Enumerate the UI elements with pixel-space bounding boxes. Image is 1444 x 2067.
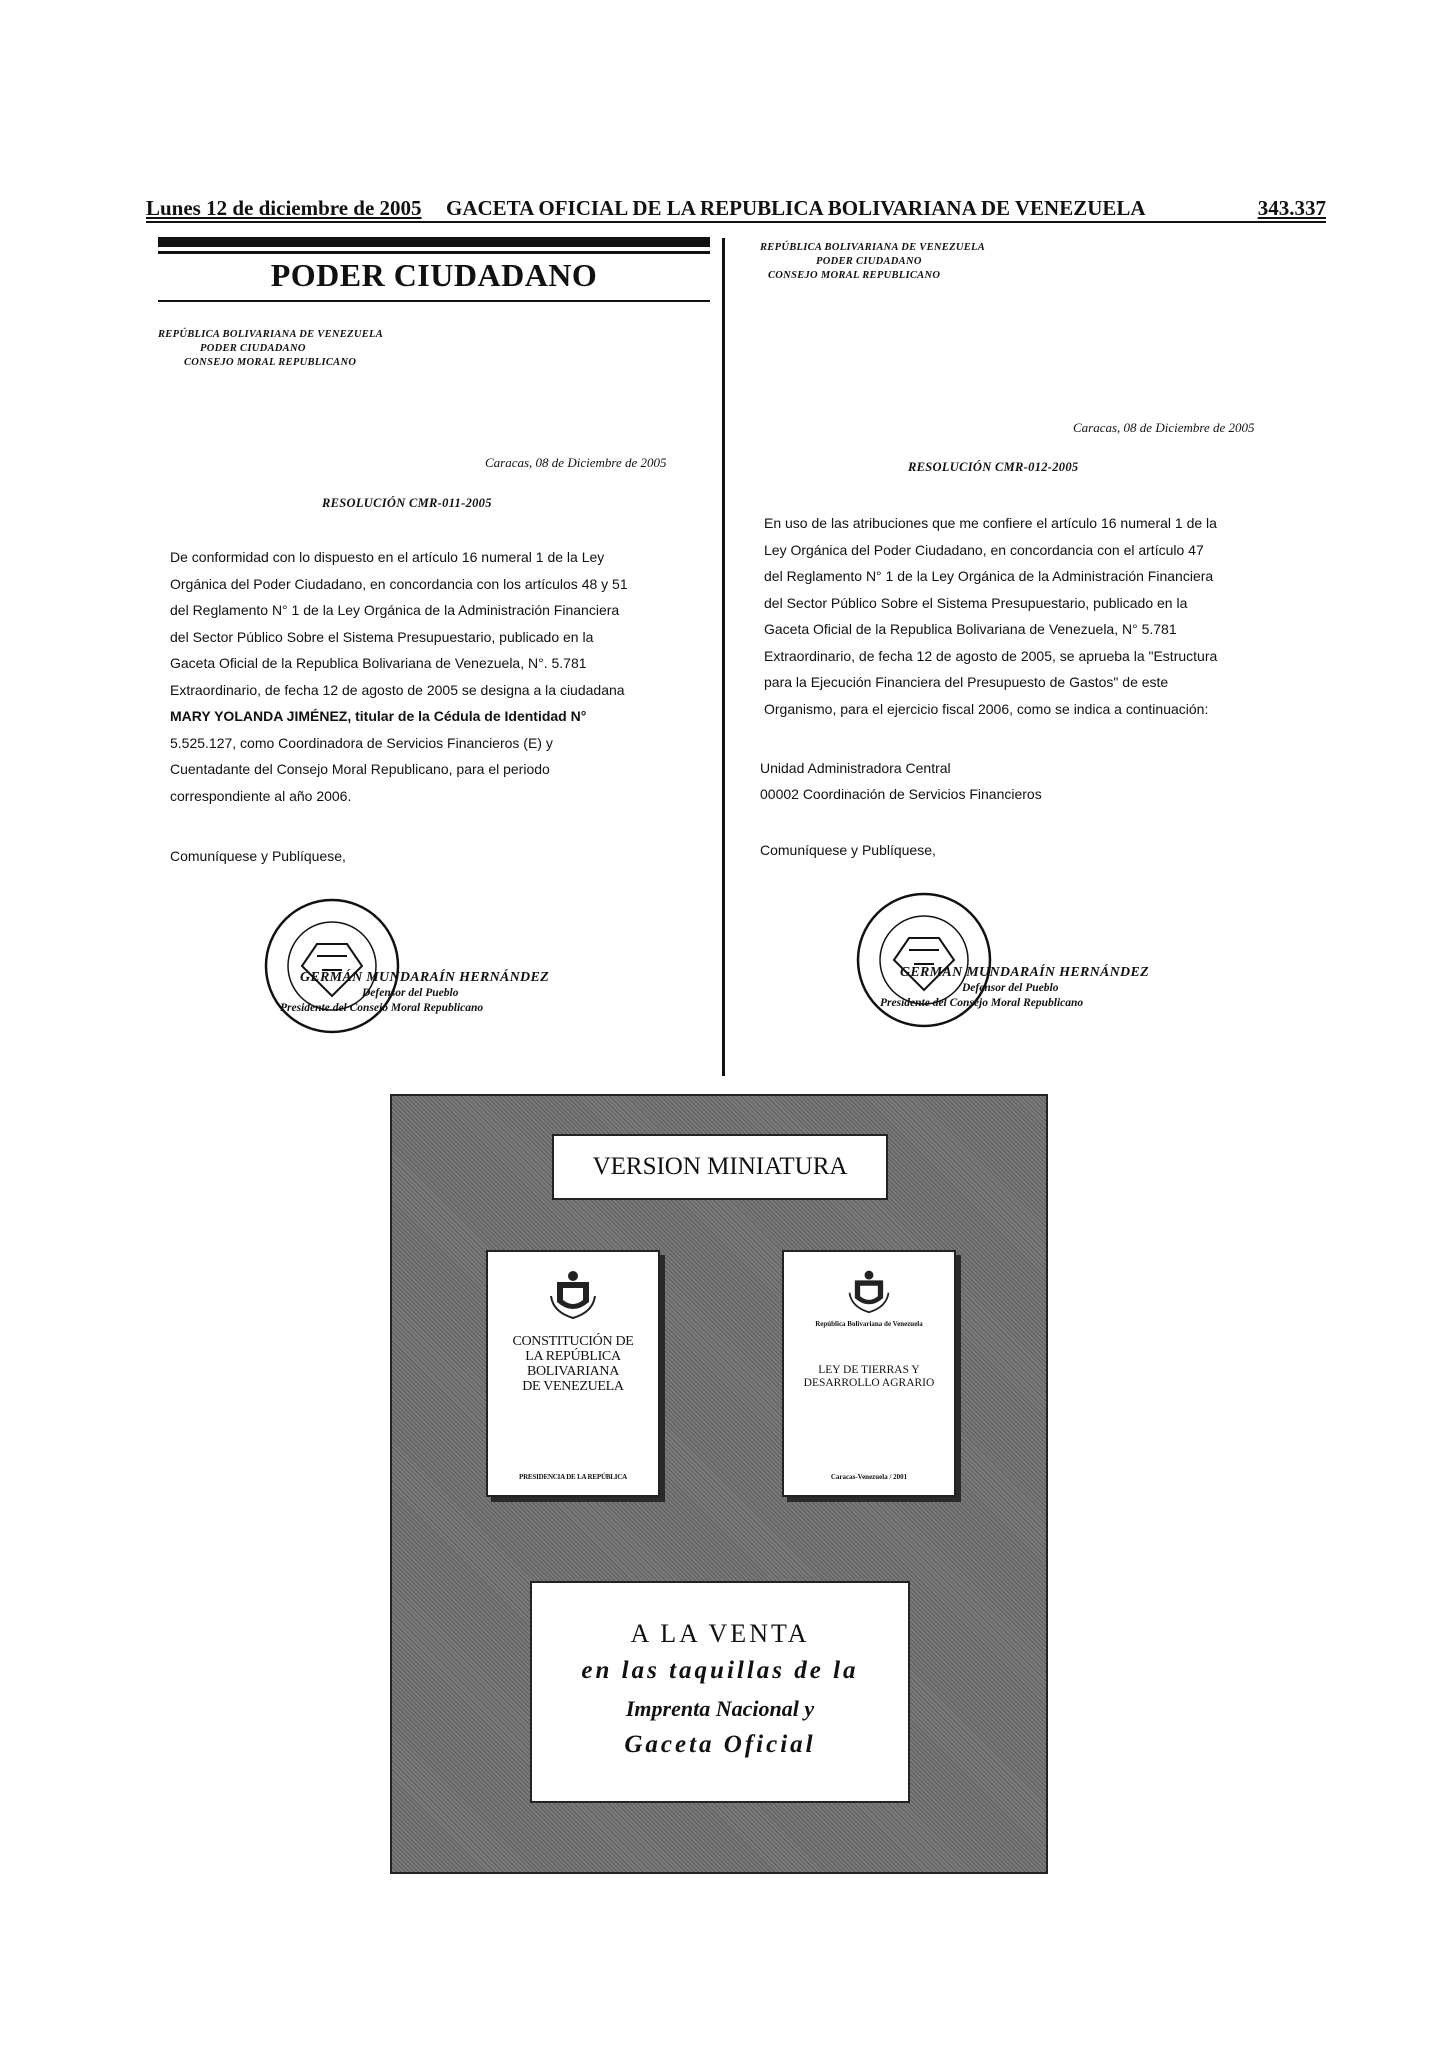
right-resolution-number: RESOLUCIÓN CMR-012-2005 — [908, 460, 1079, 474]
right-signature-block — [880, 965, 1149, 1011]
book-title — [788, 1364, 950, 1390]
body-line: del Reglamento N° 1 de la Ley Orgánica de la Administración Financiera — [764, 568, 1214, 584]
left-place-date: Caracas, 08 de Diciembre de 2005 — [485, 455, 667, 470]
right-resolution-body — [764, 510, 1279, 722]
body-line: Gaceta Oficial de la Republica Bolivariana de Venezuela, N°. 5.781 — [170, 655, 587, 671]
institution-line: PODER CIUDADANO — [200, 343, 306, 354]
book-title-line: DE VENEZUELA — [522, 1379, 624, 1394]
sale-notice — [530, 1581, 910, 1803]
body-line: Ley Orgánica del Poder Ciudadano, en concordancia con el artículo 47 — [764, 541, 1204, 558]
body-line: del Sector Público Sobre el Sistema Presupuestario, publicado en la — [764, 594, 1188, 611]
body-line: En uso de las atribuciones que me confiere el artículo 16 numeral 1 de la — [764, 515, 1217, 531]
book-footer: PRESIDENCIA DE LA REPÚBLICA — [519, 1473, 627, 1481]
book-constitution — [486, 1250, 660, 1497]
banner-rule-thin — [158, 251, 710, 254]
unit-item: Unidad Administradora Central — [760, 760, 951, 776]
column-divider — [722, 238, 725, 1076]
body-line: Organismo, para el ejercicio fiscal 2006, como se indica a continuación: — [764, 700, 1209, 717]
body-line: del Sector Público Sobre el Sistema Presupuestario, publicado en la — [170, 628, 594, 645]
page-number: 343.337 — [1257, 196, 1326, 220]
institution-line: PODER CIUDADANO — [816, 256, 922, 267]
book-publisher: República Bolivariana de Venezuela — [815, 1320, 923, 1328]
sale-line: A LA VENTA — [630, 1619, 810, 1648]
page-header — [146, 196, 1326, 222]
header-title: GACETA OFICIAL DE LA REPUBLICA BOLIVARIANA DE VENEZUELA — [446, 196, 1146, 220]
book-title-line: CONSTITUCIÓN DE — [512, 1334, 634, 1349]
body-line: Cuentadante del Consejo Moral Republicano, para el periodo — [170, 761, 550, 777]
book-title-line: BOLIVARIANA — [526, 1364, 620, 1379]
sale-line: en las taquillas de la — [581, 1657, 859, 1684]
body-line: MARY YOLANDA JIMÉNEZ, titular de la Cédula de Identidad N° — [170, 708, 587, 724]
body-line: 5.525.127, como Coordinadora de Servicios Financieros (E) y — [170, 734, 553, 751]
institution-line: CONSEJO MORAL REPUBLICANO — [184, 357, 357, 368]
left-institution-block — [158, 328, 383, 370]
body-line: del Reglamento N° 1 de la Ley Orgánica de la Administración Financiera — [170, 602, 620, 618]
institution-line: REPÚBLICA BOLIVARIANA DE VENEZUELA — [158, 329, 384, 340]
sale-line: Gaceta Oficial — [624, 1731, 816, 1758]
body-line: Orgánica del Poder Ciudadano, en concordancia con los artículos 48 y 51 — [170, 575, 628, 592]
coat-of-arms-icon — [847, 1268, 891, 1314]
book-title — [492, 1334, 654, 1394]
ad-title: VERSION MINIATURA — [552, 1134, 888, 1200]
body-line: correspondiente al año 2006. — [170, 787, 352, 804]
book-title-line: DESARROLLO AGRARIO — [803, 1377, 935, 1389]
book-title-line: LEY DE TIERRAS Y — [818, 1364, 920, 1376]
left-signature-block — [280, 970, 549, 1016]
book-land-law — [782, 1250, 956, 1497]
right-place-date: Caracas, 08 de Diciembre de 2005 — [1073, 420, 1255, 435]
header-rule — [146, 221, 1326, 223]
right-closing: Comuníquese y Publíquese, — [760, 842, 936, 858]
institution-line: REPÚBLICA BOLIVARIANA DE VENEZUELA — [760, 242, 986, 253]
section-banner-title: PODER CIUDADANO — [270, 257, 598, 293]
advertisement-box — [390, 1094, 1048, 1874]
signatory-name: GERMÁN MUNDARAÍN HERNÁNDEZ — [900, 965, 1149, 980]
book-footer: Caracas-Venezuela / 2001 — [830, 1473, 908, 1481]
body-line: Gaceta Oficial de la Republica Bolivariana de Venezuela, N° 5.781 — [764, 621, 1177, 637]
signatory-title: Presidente del Consejo Moral Republicano — [880, 997, 1084, 1009]
signatory-title: Defensor del Pueblo — [962, 982, 1059, 994]
signatory-title: Defensor del Pueblo — [362, 987, 459, 999]
left-resolution-body — [170, 544, 690, 809]
institution-line: CONSEJO MORAL REPUBLICANO — [768, 270, 941, 281]
right-institution-block — [760, 241, 985, 283]
unit-item: 00002 Coordinación de Servicios Financieros — [760, 786, 1042, 802]
body-line: De conformidad con lo dispuesto en el artículo 16 numeral 1 de la Ley — [170, 549, 605, 565]
left-resolution-number: RESOLUCIÓN CMR-011-2005 — [322, 496, 492, 510]
book-title-line: LA REPÚBLICA — [525, 1349, 621, 1364]
signatory-title: Presidente del Consejo Moral Republicano — [280, 1002, 484, 1014]
body-line: Extraordinario, de fecha 12 de agosto de 2005 se designa a la ciudadana — [170, 681, 625, 698]
unit-list — [760, 755, 1042, 807]
header-date: Lunes 12 de diciembre de 2005 — [146, 196, 422, 220]
body-line: para la Ejecución Financiera del Presupuesto de Gastos" de este — [764, 674, 1169, 690]
left-closing: Comuníquese y Publíquese, — [170, 848, 346, 864]
banner-rule-bottom — [158, 300, 710, 302]
coat-of-arms-icon — [549, 1268, 597, 1320]
body-line: Extraordinario, de fecha 12 de agosto de 2005, se aprueba la "Estructura — [764, 647, 1218, 664]
banner-rule-thick — [158, 237, 710, 247]
sale-line: Imprenta Nacional y — [625, 1696, 815, 1721]
signatory-name: GERMÁN MUNDARAÍN HERNÁNDEZ — [300, 970, 549, 985]
